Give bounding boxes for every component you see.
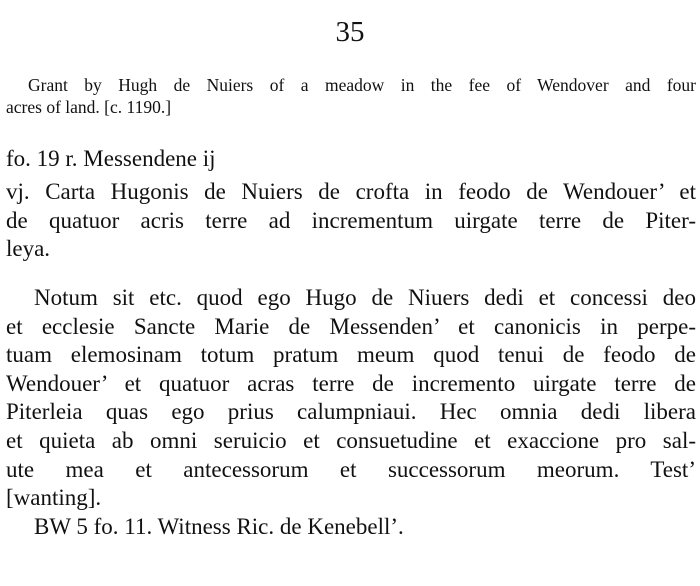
body-line-5: Piterleia quas ego prius calumpniaui. Hec omnia dedi libera	[6, 399, 696, 425]
body-line-2: et ecclesie Sancte Marie de Messenden’ et canonicis in perpe-	[6, 313, 696, 339]
rubric-line-2: de quatuor acris terre ad incrementum uirgate terre de Piter-	[6, 207, 696, 233]
rubric-line-3: leya.	[6, 236, 51, 261]
folio-heading: fo. 19 r. Messendene ij	[6, 146, 216, 171]
charter-summary	[6, 74, 696, 118]
body-line-4: Wendouer’ et quatuor acras terre de incremento uirgate terre de	[6, 370, 696, 396]
rubric-line-1: vj. Carta Hugonis de Nuiers de crofta in feodo de Wendouer’ et	[6, 179, 696, 204]
summary-line-1: Grant by Hugh de Nuiers of a meadow in the fee of Wendover and four	[28, 75, 696, 95]
body-line-1: Notum sit etc. quod ego Hugo de Niuers dedi et concessi deo	[34, 285, 696, 310]
charter-note: BW 5 fo. 11. Witness Ric. de Kenebell’.	[34, 513, 404, 539]
body-line-8: [wanting].	[6, 485, 102, 511]
charter-text	[6, 284, 696, 541]
summary-line-2: acres of land. [c. 1190.]	[6, 97, 172, 117]
page-number: 35	[335, 16, 365, 48]
body-line-7: ute mea et antecessorum et successorum meorum. Test’	[6, 456, 696, 482]
body-line-3: tuam elemosinam totum pratum meum quod tenui de feodo de	[6, 342, 696, 368]
body-line-6: et quieta ab omni seruicio et consuetudine et exaccione pro sal-	[6, 427, 696, 453]
charter-rubric	[6, 178, 696, 264]
